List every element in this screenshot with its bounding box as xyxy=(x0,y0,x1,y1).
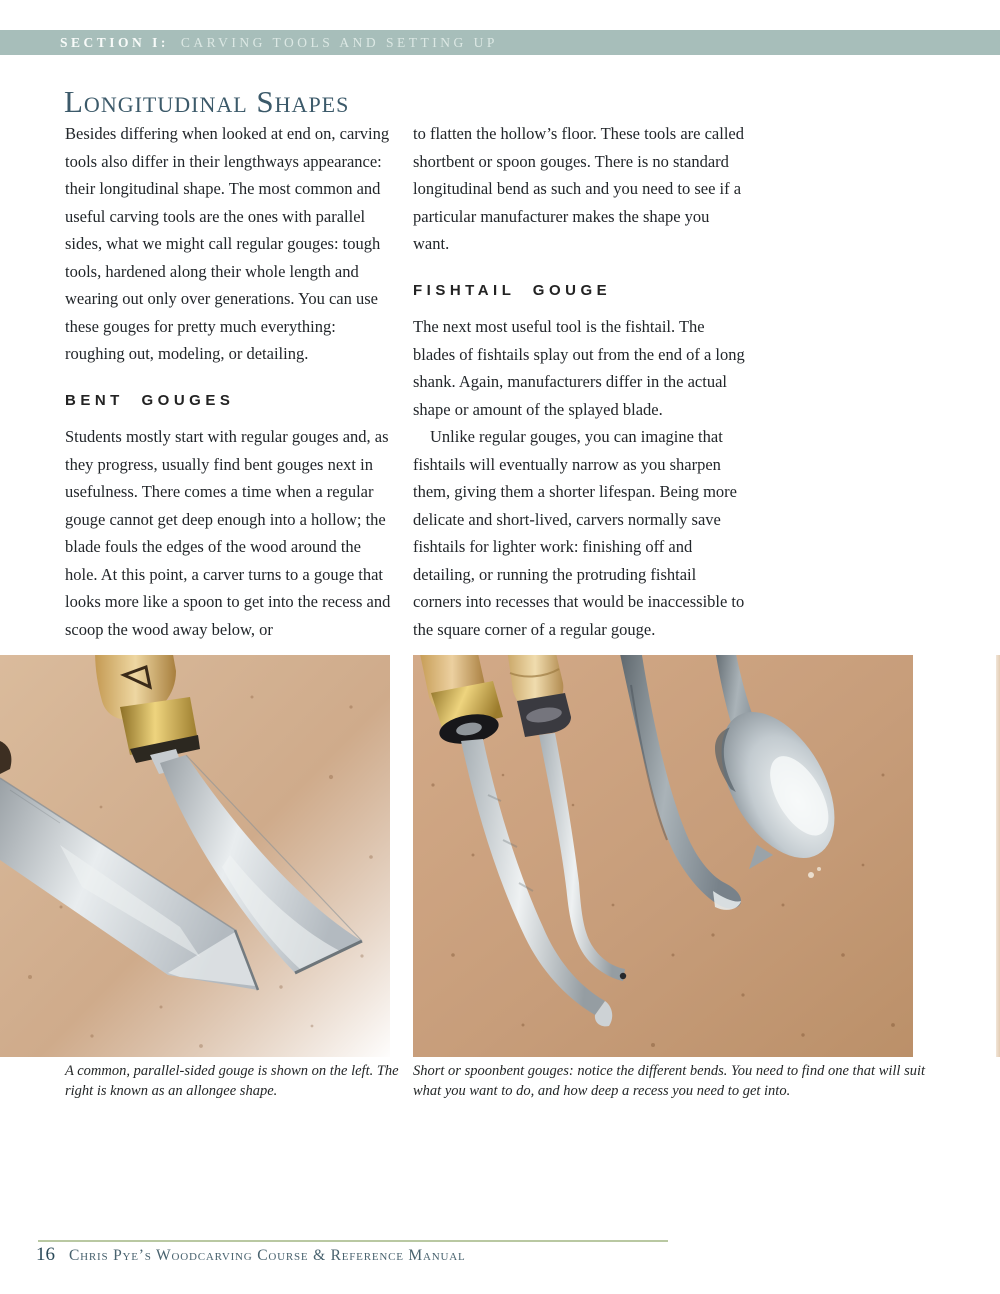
caption-right: Short or spoonbent gouges: notice the different bends. You need to find one that will suit what you want to do, and how deep a recess you need to get into. xyxy=(413,1063,926,1099)
heading-fishtail-gouge: FISHTAIL GOUGE xyxy=(413,281,612,299)
book-title: Chris Pye’s Woodcarving Course & Reference Manual xyxy=(69,1247,466,1264)
text-column-right xyxy=(413,120,747,643)
spoonbent-photo-illustration xyxy=(413,655,913,1057)
caption-left: A common, parallel-sided gouge is shown on the left. The right is known as an allongee shape. xyxy=(65,1063,399,1099)
section-header-bar xyxy=(0,30,1000,55)
footer-rule xyxy=(38,1240,668,1242)
body-paragraph: Unlike regular gouges, you can imagine that fishtails will eventually narrow as you sharpen them, giving them a shorter lifespan. Being more delicate and short-lived, carvers normally save fishtails for lighter work: finishing off and detailing, or running the protruding fishtail corners into recesses that would be inaccessible to the square corner of a regular gouge. xyxy=(413,427,745,639)
photo-spoonbent-gouges xyxy=(413,655,913,1057)
heading-bent-gouges: BENT GOUGES xyxy=(65,391,235,409)
cutting-tip xyxy=(620,973,626,979)
page-footer xyxy=(36,1244,466,1266)
text-column-left xyxy=(65,120,397,643)
photo-parallel-and-allongee-gouges xyxy=(0,655,390,1057)
body-paragraph: The next most useful tool is the fishtail. The blades of fishtails splay out from the end of a long shank. Again, manufacturers differ in the actual shape or amount of the splayed blade. xyxy=(413,317,745,419)
page-edge-photo-strip xyxy=(996,655,1000,1057)
body-paragraph: Besides differing when looked at end on, carving tools also differ in their lengthways appearance: their longitudinal shape. The most common and useful carving tools are the ones with parallel sides, what we might call regular gouges: tough tools, hardened along their whole length and wearing out only over generations. You can use these gouges for pretty much everything: roughing out, modeling, or detailing. xyxy=(65,124,390,363)
section-title: CARVING TOOLS AND SETTING UP xyxy=(180,34,498,50)
page-title: Longitudinal Shapes xyxy=(64,84,350,119)
section-label: SECTION I: xyxy=(60,34,169,50)
page-number: 16 xyxy=(36,1244,55,1265)
body-paragraph: to flatten the hollow’s floor. These tools are called shortbent or spoon gouges. There is no standard longitudinal bend as such and you need to see if a particular manufacturer makes the shape you want. xyxy=(413,124,744,253)
gouges-photo-illustration xyxy=(0,655,390,1057)
body-paragraph: Students mostly start with regular gouges and, as they progress, usually find bent gouges next in usefulness. There comes a time when a regular gouge cannot get deep enough into a hollow; the blade fouls the edges of the wood around the hole. At this point, a carver turns to a gouge that looks more like a spoon to get into the recess and scoop the wood away below, or xyxy=(65,427,391,639)
